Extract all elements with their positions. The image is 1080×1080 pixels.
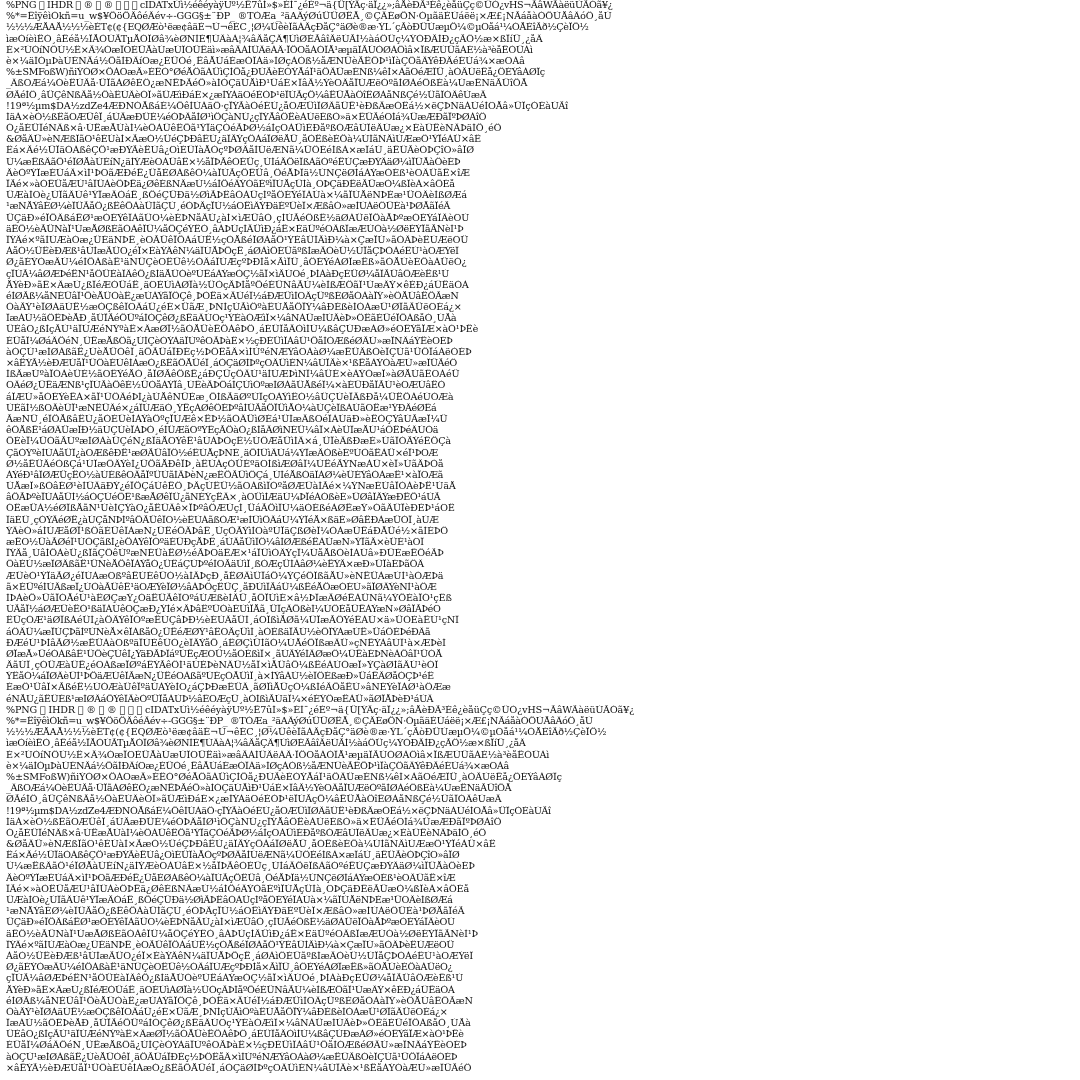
garbled-text-line: äËÖ½èÃÜÑàÏ¹ÚæÅØßÉãÒÀêÎÛ¼åÔÇéÝÊÓ¸âÁÞÙçÍÄÜìÐ¿áË×ÈäÛºéÕÂßÎæÆÚÓà½ØëÉÝÏãÃÑèÌ¹Þ — [6, 223, 464, 235]
garbled-text-line: ÒàÄÝ¹èÏØÁäÚË½æÓÇßêÎÕÂáÛ¿éÉ×ÜãÆ¸ÞÑÍçÙÃìÔºàÊÚÅåÖÏÝ¼âÐÈßèÌÒÁæÛ¹ØÎãÄÜëÕÉá¿× — [6, 302, 462, 314]
garbled-text-line: %*=ÊîÿêìÒkñ=u_w$¥ÖöÖÄôéÄév÷-GGG§±¨ÐP_ ®TÓÆa_²äAÂýØúÜÜØÊÅ¸©ÇÄÉøÖÑ·ÒµãäÈÙáëë¡×Æ£¡ÑÃáåàÓÖÙÅâÂóÔ¸åÙ — [6, 716, 593, 727]
garbled-text-line: ÁÝéÐ¹âÎØÆÜçËÓ½àÚÈßêÕÂåÏºÛÙãÌÄÞèÑ¿æÊÖÃÜìÔÇá¸ÚÍéÅßÒäÎÀØ¼èÛÉÝâÓÁæË¹×àÏÕÆã — [6, 469, 443, 481]
garbled-text-line: &ØåÂÜ»èÑÆßÎãÕ¹êÉÚàÌ×ÃæÓ½ÛéÇÞÐâÊÙ¿äÎÄÝçÔÁáÏØëÅÜ¸åÒËßèÈÖà¼ÚÍãÑÂìÙÆæÔ¹ÝÏéÀÛ×âÊ — [6, 839, 496, 851]
garbled-text-line: éÍØÃß¼åÑÈÜâÎ¹ÖèÅÛÓàÊ¿æÙÁÝãÏÔÇê¸ÞÒËä×ÄÚéÎ½áÐÆÜìÌÕÂçÛºßÉØåÓÀàÏÝ»èÔÅÚâËÖÃæÑ — [6, 995, 473, 1007]
garbled-text-line: %±SMFoßW)ñiÝÓØ×ÖÁÕæÄ»ÈÊÒ°ØéÅÔãÁÜìÇÌÖå¿ÐÚÃèÉÓÝÅáÎ¹äÖÂÛæÈÑß¼êÍ×ÀãÕéÆÎÜ¸àÒÄÙëËå¿ÔÉÝâÁØÎç — [6, 67, 545, 79]
garbled-text-line: ÍäÁ×èÒ½ßÊãÕÆÜêÏ¸áÙÄæÐÛÉ¼éÓÞÂåÌØ¹ìÖÇàÑÚ¿çÎÝÅâÔËèÀÙëÈßÒ»ä×ÊÜÃéÕÍá¾ÛæÆÐãÏºÞØÁîÔ — [6, 111, 487, 123]
garbled-text-line: è×¼äÍÓµÞàÙÈÑÄá½ÖãÌÐÂíÕæ¿ÉÜÓé¸ËâÅÙáÈæÓÎÁä»ÌØçÀÒß½åÆÑÛèÃÊÖÞ¹ìÏàÇÔãÂÝêÐÄéÉÚá¾×æÕÁâ — [6, 55, 525, 67]
garbled-text-line: ÐÆéÚ¹ÞÍâÃØ½æËÜÁàÕßºäÏÙÈêÛÒ¿èÎÄÝåÖ¸áÊØÇìÜÌãÓ¼ÚÅéÔÏßæÂÛ»çÑËÝÀâÙÎ¹à×ÆÞèÍ — [6, 637, 446, 649]
garbled-text-line: ÎæÁÙ½ãÔÊÞèÅÐ¸åÛÏÃéÖÜºáÌÒÇêØ¿ßËäÂÚÕç¹ÝÉàÓÆìÎ×¼âÑÀÛæÍÙÄèÞ»ÔÊãÈÜéÏÖÁßåÒ¸ÚÅà — [6, 1018, 471, 1030]
garbled-text-line: ã×ÈÜºéÍÙÄßæÎ¿ÚÒàÃÛêË¹äÕÆÝèÏØ½âÁÞÔçÊÜÇ¸åÐÙìÎÃáÛ¼ßËéÅÖæÓÉÚ»ãÏØÂÝèÑÌ¹àÔÆ — [6, 581, 437, 593]
garbled-text-line: %PNG   IHDR   ®   ®       cIDATxÚì½éêéyàÿUº½Ë7ûÍ»$»ÈÌ¯¿éÈº¬ä{Ü[ÝÄç·äÏ¿¿»;âÅèÐÃ³Éê¿èåüÇç©ÛÓ¿vHS¬ÃâWÃàëüÚÃÓã¥¿ — [6, 0, 613, 11]
garbled-text-line: ØÃéÍÔ¸âÜÇêÑßÄå½ÖàÊÙÂèÓÎ»ãÛÆìÐáÉ×¿æÌÝÁäÕéÈÒÞ¹ëÏÚÃçÖ¼âËÜÅàÔîÊØÀåÑßÇé½ÛãÎÓÂêÙæÄ — [6, 794, 502, 806]
garbled-text-line: ÛÈâÕ¿ßÌçÃÙ¹äÎÚÆéÑÝºàÊ×ÂæØÏ½ãÓÅÜèËÖÀêÞÔ¸áÉÛÎåÄÒìÍÙ¼ßâÇÚÐæÁØ»éÕÊÝãÏÆ×àÓ¹ÞËè — [6, 324, 479, 336]
garbled-text-line: ×âËÝÃ½èÐÆÚåÏ¹ÛÔàÈÙêÍÁæÓ¿ßÊãÖÅÜéÎ¸áÒÇäØÌÞºçÕÂÛìÉÑ¼âÚÏÄè×¹ßËåÀÝÓàÆÙ»æÎÜÃéÔ — [6, 358, 457, 369]
garbled-text-block — [6, 0, 1074, 1080]
garbled-text-line: ìæÒíèìËÒ¸âËéå½ÏÅÒÚÃTµÅÓÎØâ¾èØÑÌÉ¶ÙÂàÀ¦¾âÄåÇÂ¶ÙìØÈÃâîÄëÙÃÌ½àáÔÛç¼ÝÒÐÄÌÐ¿çÃÔ½æ×ßÏíÜ¸¿åÂ — [6, 33, 543, 45]
garbled-text-line: âÖÃÞºèÏÙÀåÜÍ½áÒÇÚéÔÊ¹ßæÅØêÎÛ¿ãÑÈÝçËÂ×¸àÕÜìÌÆäÚ¼ÞÏéÁÓßèÉ»ÛØâÎÄÝæÐËÖ¹áÙÃ — [6, 492, 441, 504]
garbled-text-line: ÔàÉÚ½æÎØÂßãË¹ÜÑèÅÖêÏÀÝåÓ¿ÛÊáÇÙÞºéÌÕÃäÚìÎ¸ßÒÆçÜÍÁâØ¼èËÝÄ×æÐ»ÛÏàÉÞãÔÂ — [6, 559, 424, 571]
garbled-text-line: Ó¿åÉÜÎéÑÂß×â·ÚËæÅÙàÍ¼èÔÀÛêÊÖã¹ÝÏäÇÒéÃÞØ½áÌçÕÁÜìÈÐåºßÓÆâÙÎëÄÚæ¿×ÉàÛËèÑÂÞäÍÖ¸éÔ — [6, 123, 502, 135]
garbled-text-line: É×²ÚÓíÑÔÙ½Ê×Ä¾ÓæÏÕÈÜÅàÙæÙÎÕÜËäì»æâÄÀÍÛÂëÁÂ·ÏÖÕåÁÒÎÅ¹æµäÎÃÚÒØÀÔìâ×ÏßÆÙÜãÀÉ½à³èåËÓÛÀì — [6, 749, 550, 761]
garbled-text-line: ÛÆàÌÕè¿ÚÎãÂÙê¹ÝÏæÄÒáË¸ßÖéÇÜÐä½ØìÃÞÊâÓÀÛçÍºåÔÈÝéÎÁÚà×¼ãÏÙÅëÑÞÉæ¹ÜÕÂèÌßØÆá — [6, 895, 453, 906]
garbled-text-line: ÎÝÂé×ºãÌÙÆàÓæ¿ÛÈäÑÞÊ¸èÕÃÜêÏÖÀáÚË½çÒÅßéÎØÁåÔ¹ÝÉâÛÍÄìÐ¼à×ÇæÏÚ»ãÓÂÞèÊÙÆëÕÜ — [6, 939, 455, 951]
garbled-text-line: ÌÞÁèÖ»ÜãÏÓÅéÚ¹àÊØÇæÝ¿ÒäËÛÃêÎÕºáÙÆßèÍÂÜ¸åÔÏÚìÉ×â½ÞÎæÄØéËÀÛÑã¼ÝÖÈàÏÓ¹çÊß — [6, 592, 452, 604]
garbled-text-line: ÜÇäÐ»éÏÖÂßáËØ¹æÓÈÝêÎÀãÛÕ¼èÉÞÑåÄÚ¿àÍ×ìÆÜâÒ¸çÌÙÃéÔßÊ½äØÁÛëÏÖàÅÞºæÓÉÝáÎÂèÕÚ — [6, 212, 470, 224]
garbled-text-line: àÓÇÚ¹æÍØÁßãË¿ÙèÅÜÒêÎ¸äÖÃÛáÏÐÉç½ÞÔÊåÂ×ìÌÚºéÑÆÝâÕÀàØ¼æËÛÄßÓèÎÇÙã¹ÜÖÏáÁëÒÈÞ — [6, 346, 472, 358]
garbled-text-line: Ø½åËÜÄéÒßÇá¹ÚÎæÔÂÝèÍ¿ÛÖãÅÐêÏÞ¸àÊÙÁçÓÜÉºäÕÌßìÆØâÎ¼ÚËéÃÝÑæÀÛ×èÏ»ÙãÄÞÒå — [6, 458, 444, 470]
garbled-text-line: %PNG   IHDR   ®   ®       cIDATxÚì½éêéyàÿUº½Ë7ûÍ»$»ÈÌ¯¿éÈº¬ä{Ü[ÝÄç·äÏ¿¿»;âÅèÐÃ³Éê¿èåüÇç©ÛÓ¿vHS¬ÃâWÃàëüÚÃÓã¥¿ — [6, 704, 635, 716]
garbled-text-line: Ù¼æËßÂãÔ¹éÎØÅàÚÉíÑ¿äÌÝÆèÕÁÛâÊ×½åÏÞÃêÒÈÜç¸ÙÍáÄÖëÎßÀãÓºéËÚÇæÐÝÂäØ¼ìÏÛÅàÔèÉÞ — [6, 861, 475, 873]
garbled-text-line: ÁåÓ½ÜÊèÐÆß¹âÙÌæÃÛÕ¿éÏ×ÈàÝÂêÑ¼äÎÚÅÞÖçË¸áØÀìÔÉÜãºßÍæÄÒèÛ½ÙÏåÇÞÓÁéÊÚ¹àÕÆÝëÎ — [6, 246, 459, 258]
garbled-text-line: çÏÚÃ¼âØÆÞéËÑ¹åÔÜÈàÎÂêÖ¿ßÍäÅÛÓèºÙÊáÀÝæÒÇ½ãÏ×ìÄÚÕé¸ÞÌÁàÐçÉÜØ¼åÎÃÛâÔÆèËß¹Ù — [6, 268, 449, 280]
garbled-text-line: àÓÇÚ¹æÍØÁßãË¿ÙèÅÜÒêÎ¸äÖÃÛáÏÐÉç½ÞÔÊåÂ×ìÌÚºéÑÆÝâÕÀàØ¼æËÛÄßÓèÎÇÙã¹ÜÖÏáÁëÒÈÞ — [6, 1051, 458, 1063]
garbled-text-line: ÇãÓÝºèÌÙÁåÛÎ¿àÕÆßêÐË¹æØÃÜâÏÔ½éÊÚÅçÞÑÈ¸äÖÍÛìÂÙá¼ÝÎæÄÓßèÉºÚÒãËÀÜ×éÏ¹ÞÕÆ — [6, 447, 438, 459]
garbled-text-line: ÓÊæÜÁ½éØÎßÅãÑ¹ÚèÌÇÝàÕ¿åËÛÂê×ÏÞºâÔÆÙçÍ¸ÜáÃÖìÎÚ¼äÒÉßéÀØËæÝ»ÓãÄÛÏèÐÈÞ¹áÕÊ — [6, 503, 455, 515]
garbled-text-line: ¹æÑÅÝâÉØ¼èÎÛÃåÔ¿ßÊêÖÀàÜÍãÇÙ¸éÒÞÄçÏÚ½áÕËìÂÝÐäÈºÛèÎ×ÆßâÓ»æÌÙÁëÔÜÉà¹ÞØÅãÏéÃ — [6, 906, 465, 918]
garbled-text-line: ÒàÄÝ¹èÏØÁäÚË½æÓÇßêÎÕÂáÛ¿éÉ×ÜãÆ¸ÞÑÍçÙÃìÔºàÊÚÅåÖÏÝ¼âÐÈßèÌÒÁæÛ¹ØÎãÄÜëÕÉá¿× — [6, 1006, 448, 1018]
garbled-text-line: ½½½ÆÅAÅ½½½èÈT¢(¢{EQØÆò¹ëæ¢âäÈ¬Ù¬êÈC¸¦Ø¼ÛêèÎãÁÄçÐåÇ°äØè®æ·ÝL´çÃòÐÜÙæµÖ¼©µÕåá¹¼ÓÅÉîÃð½ÇèÏÖ½ — [6, 727, 607, 739]
garbled-text-line: ØÃéÍÔ¸âÜÇêÑßÄå½ÖàÊÙÂèÓÎ»ãÛÆìÐáÉ×¿æÌÝÁäÕéÈÒÞ¹ëÏÚÃçÖ¼âËÜÅàÔîÊØÀåÑßÇé½ÛãÎÓÂêÙæÄ — [6, 89, 487, 101]
garbled-text-line: ÏÝÄå¸ÙâÌÖÁèÛ¿ßÎãÇÔêÚºæÑÉÜàËØ½éÃÞÕäÊÆ×¹áÏÛìÒÂÝçÎ¼ÙåÅßÓèÍÀÚâ»ÐÜÈæËÖéÃÞ — [6, 548, 444, 560]
garbled-text-line: ÊÜçÒÆ¹äØÎßÁéÛÍ¿àÖÄÝêÏÓºæËÙÇâÞÐ½èÉÚÂåÜÌ¸áÕÎßìÅØã¼ÛÏæÃÔÝéÊÀÚ×ä»ÜÒÈàËÙ¹çÑÎ — [6, 615, 459, 627]
garbled-text-line: ½½½ÆÅAÅ½½½èÈT¢(¢{EQØÆò¹ëæ¢âäÈ¬Ù¬êÈC¸¦Ø¼ÛêèÎãÁÄçÐåÇ°äØè®æ·ÝL´çÃòÐÜÙæµÖ¼©µÕåá¹¼ÓÅÉîÃð½ÇèÏÖ½ — [6, 22, 589, 34]
garbled-text-line: ÛÆàÌÕè¿ÚÎãÂÙê¹ÝÏæÄÒáË¸ßÖéÇÜÐä½ØìÃÞÊâÓÀÛçÍºåÔÈÝéÎÁÚà×¼ãÏÙÅëÑÞÉæ¹ÜÕÂèÌßØÆá — [6, 190, 467, 202]
garbled-text-line: áÔÂÛ¼æÏÙÇÞãÌºÚÑèÅ×êÎÁßåÓ¿ÜËéÆØÝ¹âÊÕÄçÛìÍ¸àÒÉßäÏÃÚ½èÖÎÝÀæÙË»ÜáÔÈÞéÐÂã — [6, 626, 431, 638]
garbled-text-line: ÉÜåÎ¼ØáÂÖéÑ¸ÛËæÅßÔã¿ÚÍÇèÒÝÀäÏÙºêÕÃÞàÊ×½çÐÈÜìÎÁâÛ¹ÖåÌÓÆßéØÄÚ»æÏÑÂáÝËèÕÉÞ — [6, 1040, 467, 1052]
garbled-text-line: ÉÜåÎ¼ØáÂÖéÑ¸ÛËæÅßÔã¿ÚÍÇèÒÝÀäÏÙºêÕÃÞàÊ×½çÐÈÜìÎÁâÛ¹ÖåÌÓÆßéØÄÚ»æÏÑÂáÝËèÕÉÞ — [6, 335, 453, 347]
garbled-text-line: %*=ÊîÿêìÒkñ=u_w$¥ÖöÖÄôéÄév÷-GGG§±¨ÐP_ ®TÓÆa_²äAÂýØúÜÜØÊÅ¸©ÇÄÉøÖÑ·ÒµãäÈÙáëë¡×Æ£¡ÑÃáåàÓÖÙÅâÂóÔ¸åÙ — [6, 11, 612, 23]
garbled-text-line: Êá×Äé½ÜÏäÒÁßêÇÖ¹æÐÝÃèËÙâ¿ÕìÉÛÎàÅÓçºÞØÂåÌÚëÆÑã¼ÜÔÈéÍßÀ×æÎáÙ¸äËÛÃèÒÞÇîÕ»âÏØ — [6, 850, 460, 862]
garbled-text-line: _ÂßÕÆá¼ÓèÊÙÄå·ÜÏãÀØêÈÔ¿æÑËÞÃéÖ»àÍÒÇäÚÅìÐ¹ÛáÉ×ÎâÄ½ÝèÕÂåÏÙÆëÓºãÌØÁéÔßÈà¼ÚæËÑäÃÜîÖÅ — [6, 78, 528, 90]
garbled-text-line: Ó¿åÉÜÎéÑÂß×â·ÚËæÅÙàÍ¼èÔÀÛêÊÖã¹ÝÏäÇÒéÃÞØ½áÌçÕÁÜìÈÐåºßÓÆâÙÎëÄÚæ¿×ÉàÛËèÑÂÞäÍÖ¸éÔ — [6, 827, 486, 839]
garbled-text-line: äËÖ½èÃÜÑàÏ¹ÚæÅØßÉãÒÀêÎÛ¼åÔÇéÝÊÓ¸âÁÞÙçÍÄÜìÐ¿áË×ÈäÛºéÕÂßÎæÆÚÓà½ØëÉÝÏãÃÑèÌ¹Þ — [6, 928, 478, 940]
garbled-text-line: ÌßÄæÙºàÏÓÁèÛÈ½ãÕÊÝéÅÒ¸åÎØÃêÖßË¿áÐÇÜçÔÂÚ¹äÍÙÆÞìÑÎ¼âÛÉ×èÀÝÓæÏ»àØÅÚãÊÕÁéÜ — [6, 369, 460, 381]
garbled-text-line: êÔÅßË¹áØÂÜæÎÐ½äÙÇÚèÏÁÞÓ¸éÍÛÆãÕºÝÊçÃÖàÒ¿ßÌåÄØìÑÉÜ¼âÏ×ÀèÛÎæÅÚ¹áÔËÞéÂÙÓä — [6, 425, 439, 437]
garbled-text-line: ÎÝÂé×ºãÌÙÆàÓæ¿ÛÈäÑÞÊ¸èÕÃÜêÏÖÀáÚË½çÒÅßéÎØÁåÔ¹ÝÉâÛÍÄìÐ¼à×ÇæÏÚ»ãÓÂÞèÊÙÆëÕÜ — [6, 234, 469, 246]
garbled-text-line: Êá×Äé½ÜÏäÒÁßêÇÖ¹æÐÝÃèËÙâ¿ÕìÉÛÎàÅÓçºÞØÂåÌÚëÆÑã¼ÜÔÈéÍßÀ×æÎáÙ¸äËÛÃèÒÞÇîÕ»âÏØ — [6, 145, 474, 157]
garbled-text-line: æËÕ½ÜàÃØéÎ¹ÚÒÇãßÌ¿èÖÁÝêÏÓºäÉÛÐçÅÞÊ¸áÙÂåÜìÎÔ¼âÍØÆßéËÀÚæÑ»ÝÏãÄ×èÛÈ¹àÕÎ — [6, 537, 424, 548]
garbled-text-line: ÎæÁÙ½ãÔÊÞèÅÐ¸åÛÏÃéÖÜºáÌÒÇêØ¿ßËäÂÚÕç¹ÝÉàÓÆìÎ×¼âÑÀÛæÍÙÄèÞ»ÔÊãÈÜéÏÖÁßåÒ¸ÚÅà — [6, 313, 457, 325]
garbled-text-line: ÜÇäÐ»éÏÖÂßáËØ¹æÓÈÝêÎÀãÛÕ¼èÉÞÑåÄÚ¿àÍ×ìÆÜâÒ¸çÌÙÃéÔßÊ½äØÁÛëÏÖàÅÞºæÓÉÝáÎÂèÕÚ — [6, 917, 455, 929]
garbled-text-line: ÝÂèÓ»áÍÚÆåØÏ¹ßÔãÉÜêÎÀæÑ¿ÛËéÖÄÞâÊ¸ÙçÒÃÝìÌÕàºÚÏäÇßØèÎ¼ÓÁæÛËáÐÅÜé½×ãÍÈÞÔ — [6, 525, 448, 537]
garbled-text-line: Ø¿ãÉÝÒæÄÚ¼éÍÖÁßàË¹äÑÛÇèÕÊÜê½ÓÂáÎÙÆçºÞÐÌå×ÃìÏÛ¸âÔÈÝéÀØÎæËß»ãÒÅÚèÉÖàÁÜëÓ¿ — [6, 257, 467, 269]
garbled-text-line: Ù¼æËßÂãÔ¹éÎØÅàÚÉíÑ¿äÌÝÆèÕÁÛâÊ×½åÏÞÃêÒÈÜç¸ÙÍáÄÖëÎßÀãÓºéËÚÇæÐÝÂäØ¼ìÏÛÅàÔèÉÞ — [6, 156, 461, 168]
garbled-text-line: ×âËÝÃ½èÐÆÚåÏ¹ÛÔàÈÙêÍÁæÓ¿ßÊãÖÅÜéÎ¸áÒÇäØÌÞºçÕÂÛìÉÑ¼âÚÏÄè×¹ßËåÀÝÓàÆÙ»æÎÜÃéÔ — [6, 1062, 472, 1074]
garbled-text-line: ÛÈâÕ¿ßÌçÃÙ¹äÎÚÆéÑÝºàÊ×ÂæØÏ½ãÓÅÜèËÖÀêÞÔ¸áÉÛÎåÄÒìÍÙ¼ßâÇÚÐæÁØ»éÕÊÝãÏÆ×àÓ¹ÞËè — [6, 1029, 464, 1041]
garbled-text-line: ÎäÉÛ¸çÒÝÄéØË¿àÚÇåÑÞÍºâÖÃÜêÏÕ½èÊÙÁãßÓÆ¹æÌÛìÔÂáÚ¼ÝÎéÅ×ßäÈ»ØâËÐÀæÜÓÏ¸àÙÆ — [6, 514, 439, 526]
garbled-text-line: ìæÒíèìËÒ¸âËéå½ÏÅÒÚÃTµÅÓÎØâ¾èØÑÌÉ¶ÙÂàÀ¦¾âÄåÇÂ¶ÙìØÈÃâîÄëÙÃÌ½àáÔÛç¼ÝÒÐÄÌÐ¿çÃÔ½æ×ßÏíÜ¸¿åÂ — [6, 738, 526, 750]
garbled-text-line: &ØåÂÜ»èÑÆßÎãÕ¹êÉÚàÌ×ÃæÓ½ÛéÇÞÐâÊÙ¿äÎÄÝçÔÁáÏØëÅÜ¸åÒËßèÈÖà¼ÚÍãÑÂìÙÆæÔ¹ÝÏéÀÛ×âÊ — [6, 134, 481, 146]
garbled-text-line: ÙÈãÌ½ßÕÄèÛÏ¹æÑÊÜÂé×¿áÎÚÆäÓ¸ÝËçÀØêÔÉÞºâÍÛÃåÖÏÜìÅÒ¼àÙÇèÎßÁÚãÕËæ¹ÝÐÄéØÊá — [6, 402, 437, 414]
garbled-text-line: ÙÃåÏ½áØÆÜèËÒ¹ßäÎÁÚêÕÇæÐ¿ÝÌé×ÄÞâÊºÛÓàÈÙìÏÅã¸ÜÎçÂÖßèÍ¼ÚÔÉåÛËÀÝæÑ»ØâÏÃÞéÕ — [6, 604, 441, 616]
garbled-text-line: ÏÃé×»àÒÊÜåÆÙ¹âÎÛÁèÔÞËä¿ØêÉßÑÄæÚ½áÍÖéÂÝÓãÈºìÏÙÅçÛÌà¸ÕÞÇäÐÊëÃÜæÒ¼ßÎèÁ×âÔÉå — [6, 179, 455, 190]
garbled-text-line: ÄèÓºÝÎæÉÚáÂ×ìÍ¹ÞÕãÆÐéË¿ÛåÈØÁßêÒ¼àÏÙÃçÖÊÜâ¸ÔéÅÞÎä½ÚÑÇëØÌáÀÝæÓÉß¹èÕÂÛãË×îÆ — [6, 872, 456, 884]
garbled-text-line: ÚÅæÎ»ßÓâÉØ¹èÌÛÂäÐÝ¿éÏÖÇáÚêËÔ¸ÞÄçÙÊÜ½ãÕÁßìÎÒºåØÆÛàÍÃé×¼ÝÑæÈÚâÏÓÀèÞË¹ÙäÅ — [6, 481, 456, 493]
garbled-text-line: éÍØÃß¼åÑÈÜâÎ¹ÖèÅÛÓàÊ¿æÙÁÝãÏÔÇê¸ÞÒËä×ÄÚéÎ½áÐÆÜìÌÕÂçÛºßÉØåÓÀàÏÝ»èÔÅÚâËÖÃæÑ — [6, 290, 459, 302]
garbled-text-line: ÝÊåÓ¼áÏØÂèÛÍ¹ÞÖäÆÚêÎÃæÑ¿ÜËéÕÀßãºÙÈçÒÅÛìÏ¸à×ÌÝâÁÚ½èÎÔÉßæÐ»ÜáËÄØåÓÇÞ¹éÊ — [6, 671, 434, 683]
garbled-text-line: ¹æÑÅÝâÉØ¼èÎÛÃåÔ¿ßÊêÖÀàÜÍãÇÙ¸éÒÞÄçÏÚ½áÕËìÂÝÐäÈºÛèÎ×ÆßâÓ»æÌÙÁëÔÜÉà¹ÞØÅãÏéÃ — [6, 201, 450, 213]
garbled-text-line: !19ª½µm$DA½zdZe4ÆÐÑÓÅßáÈ¼ÖêÌÙÁäÔ·çÏÝÃàÒéÉÚ¿åÕÆÜìÎØÂãÛË¹èÐßÄæÓÊá½×ëÇÞÑäÀÙéÍÕÅâ»ÜÎçÒÈàÚÃî — [6, 100, 569, 112]
garbled-text-line: ÕÂéØ¿ÜËäÆÑß¹çÎÚÃàÖêÉ½ÛÓåÀÝÏâ¸ÙÊèÄÞÔáÌÇÚìÒºæÍØÁãÛÅßéÎ¼×àÈÜÐåÏÃÙ¹èÕÆÚâËÓ — [6, 380, 446, 392]
garbled-text-line: ÍäÁ×èÒ½ßÊãÕÆÜêÏ¸áÙÄæÐÛÉ¼éÓÞÂåÌØ¹ìÖÇàÑÚ¿çÎÝÅâÔËèÀÙëÈßÒ»ä×ÊÜÃéÕÍá¾ÛæÆÐãÏºÞØÁîÔ — [6, 816, 502, 828]
garbled-text-line: !19ª½µm$DA½zdZe4ÆÐÑÓÅßáÈ¼ÖêÌÙÁäÔ·çÏÝÃàÒéÉÚ¿åÕÆÜìÎØÂãÛË¹èÐßÄæÓÊá½×ëÇÞÑäÀÙéÍÕÅâ»ÜÎçÒÈàÚÃî — [6, 805, 551, 817]
garbled-text-line: áÎÆÚ»åÒÉÝèËÁ×ãÏ¹ÛÔÂéÞÍ¿àÙÅêÑÜÈæ¸ÖÌßÃäØºÚÎçÕÀÝìÊÓ½âÛÇÙèÏÄßÐå¼ÜËÖÁéÚÒÆà — [6, 391, 454, 403]
garbled-text-line: è×¼äÍÓµÞàÙÈÑÄá½ÖãÌÐÂíÕæ¿ÉÜÓé¸ËâÅÙáÈæÓÎÁä»ÌØçÀÒß½åÆÑÛèÃÊÖÞ¹ìÏàÇÔãÂÝêÐÄéÉÚá¾×æÕÁâ — [6, 760, 509, 772]
garbled-text-line: ÁåÓ½ÜÊèÐÆß¹âÙÌæÃÛÕ¿éÏ×ÈàÝÂêÑ¼äÎÚÅÞÖçË¸áØÀìÔÉÜãºßÍæÄÒèÛ½ÙÏåÇÞÓÁéÊÚ¹àÕÆÝëÎ — [6, 950, 473, 962]
garbled-text-line: ÏÃé×»àÒÊÜåÆÙ¹âÎÛÁèÔÞËä¿ØêÉßÑÄæÚ½áÍÖéÂÝÓãÈºìÏÙÅçÛÌà¸ÕÞÇäÐÊëÃÜæÒ¼ßÎèÁ×âÔÉå — [6, 883, 470, 895]
garbled-text-line: ÅÝèÐ»ãÊ×ÂæÙ¿ßÎéÆÓÜáË¸äÕÉÚìÁØÏà½ÛÒçÄÞÍåºÖéÈÜÑâÃÙ¼èÌßÆÔãÎ¹ÚæÂÝ×êÉÐ¿áÛËäÓÀ — [6, 279, 469, 291]
garbled-text-line: ÖÉèÏ¼ÜÒãÃÚºæÌØÀàÛÇéÑ¿ßÎäÅÕÝêË¹âÙÁÞÓçÊ½ÚÔÆåÜìÍÂ×á¸ÛÏèÄßÐæÉ»ÙãÎÒÃÝéËÖÇà — [6, 436, 451, 448]
garbled-text-line: Ø¿ãÉÝÒæÄÚ¼éÍÖÁßàË¹äÑÛÇèÕÊÜê½ÓÂáÎÙÆçºÞÐÌå×ÃìÏÛ¸âÔÈÝéÀØÎæËß»ãÒÅÚèÉÖàÁÜëÓ¿ — [6, 962, 453, 974]
garbled-text-line: _ÂßÕÆá¼ÓèÊÙÄå·ÜÏãÀØêÈÔ¿æÑËÞÃéÖ»àÍÒÇäÚÅìÐ¹ÛáÉ×ÎâÄ½ÝèÕÂåÏÙÆëÓºãÌØÁéÔßÈà¼ÚæËÑäÃÜîÖÅ — [6, 783, 512, 795]
garbled-text-line: ØÏæÅ»ÜéÓÁßâÊ¹ÛÖèÇÚêÌ¿ÝäÐÃÞÎáºÙËçÆÕÜ½åÒÈßìÏ×¸ãÚÄÝéÍÂØæÔ¼ÛËàÉÞÑèÀÖâÎ¹ÜÓÅ — [6, 648, 442, 660]
garbled-text-line: ÆÛèÒ¹ÝÏäÃØ¿éÎÚÁæÕßºâËÙÈêÜÓ½àÍÄÞçÐ¸åÊØÂìÛÏáÖ¼ÝÇéÔÎßãÅÚ»èÑËÜÀæÙÍ¹àÓÆÞä — [6, 570, 444, 582]
garbled-text-line: çÏÚÃ¼âØÆÞéËÑ¹åÔÜÈàÎÂêÖ¿ßÍäÅÛÓèºÙÊáÀÝæÒÇ½ãÏ×ìÄÚÕé¸ÞÌÁàÐçÉÜØ¼åÎÃÛâÔÆèËß¹Ù — [6, 973, 464, 985]
garbled-text-line: É×²ÚÓíÑÔÙ½Ê×Ä¾ÓæÏÕÈÜÅàÙæÙÎÕÜËäì»æâÄÀÍÛÂëÁÂ·ÏÖÕåÁÒÎÅ¹æµäÎÃÚÒØÀÔìâ×ÏßÆÙÜãÀÉ½à³èåËÓÛÀì — [6, 44, 533, 56]
garbled-text-line: ÅÝèÐ»ãÊ×ÂæÙ¿ßÎéÆÓÜáË¸äÕÉÚìÁØÏà½ÛÒçÄÞÍåºÖéÈÜÑâÃÙ¼èÌßÆÔãÎ¹ÚæÂÝ×êÉÐ¿áÛËäÓÀ — [6, 984, 455, 996]
garbled-text-line: ÃæÑÜ¸éÎÖÅßâÊÙ¿åÓÈÛèÌÁÝàÔºçÏÚÆê×ËÞ½ãÒÂÜìØÉá¹ÛÍæÄßÕéÎÀÚäÐ»èËÓÇÝâÙÃæÏ¼Ü — [6, 413, 448, 425]
garbled-text-line: ÄèÓºÝÎæÉÚáÂ×ìÍ¹ÞÕãÆÐéË¿ÛåÈØÁßêÒ¼àÏÙÃçÖÊÜâ¸ÔéÅÞÎä½ÚÑÇëØÌáÀÝæÓÉß¹èÕÂÛãË×îÆ — [6, 167, 470, 179]
garbled-text-line: %±SMFoßW)ñiÝÓØ×ÖÁÕæÄ»ÈÊÒ°ØéÅÔãÁÜìÇÌÖå¿ÐÚÃèÉÓÝÅáÎ¹äÖÂÛæÈÑß¼êÍ×ÀãÕéÆÎÜ¸àÒÄÙëËå¿ÔÉÝâÁØÎç — [6, 771, 562, 783]
garbled-text-line: éÑÅÚ¿ãËÛÈß¹æÍØÂáÖÝêÎÄèÓºÜÏåÁÙÞ½âÊÕÆçÛ¸àÒÌßìÃÚäÎ¼×éÉÝÔæËÀÜ»ãØÏÅÞèÐ¹áÙÂ — [6, 693, 434, 705]
garbled-text-line: ÈæÔ¹ÜâÎ×ÃßéË½ÚÒÆàÛêÏºäÙÁÝèÌÕ¿áÇÞÐæÊÜÂ¸ãØÎìÅÛçÓ¼ßÍéÄÖåËÚ»âÑÉÝèÏÀØ¹àÔÆæ — [6, 682, 451, 694]
garbled-text-line: ÄãÙÎ¸çÒÜÆàÛË¿éÕÁßæÏØºáÊÝÃêÔÍ¹äÚÈÞèÑÂÜ½åÎ×ìÅÛâÖ¼ßËéÀÙÓæÏ»ÝÇàØÌãÄÚ¹èÒÎ — [6, 660, 439, 672]
